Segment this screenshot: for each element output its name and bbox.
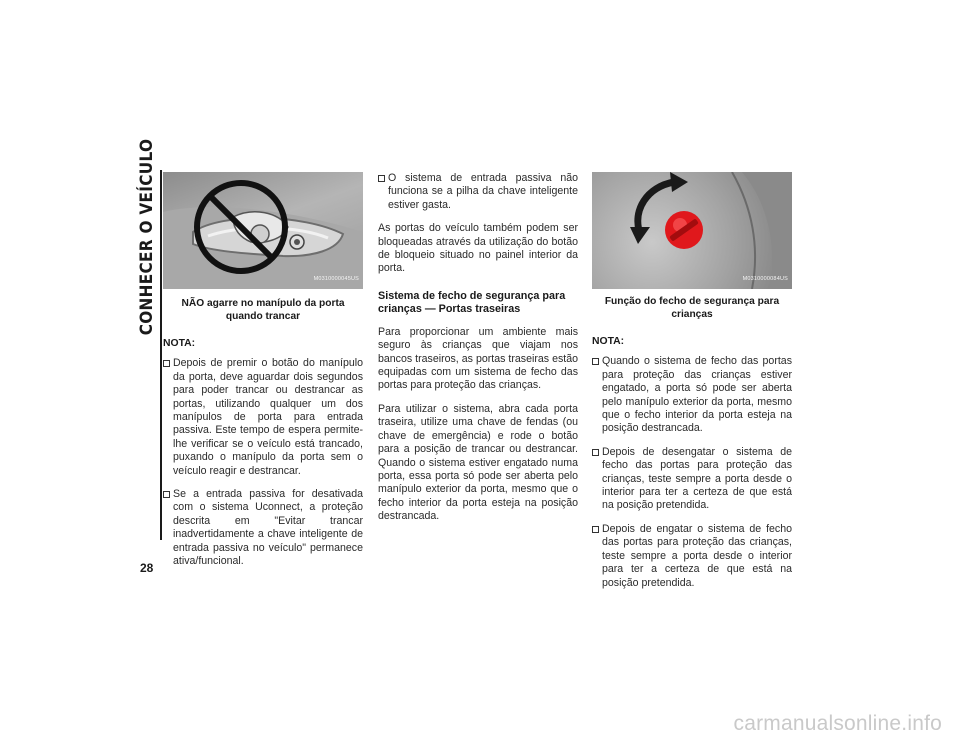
- figure-code: M0310000084US: [742, 275, 788, 282]
- child-lock-illustration: [592, 172, 792, 289]
- list-item: [163, 357, 363, 478]
- door-handle-figure: [163, 172, 363, 289]
- column-left: [163, 172, 363, 579]
- caption-text: NÃO agarre no manípulo da porta quando trancar: [181, 298, 345, 322]
- note-list: [378, 172, 578, 212]
- section-side-title: [136, 138, 158, 336]
- figure-caption: [163, 297, 363, 323]
- section-title-text: CONHECER O VEÍCULO: [137, 138, 157, 336]
- list-item-text: Depois de engatar o sistema de fecho das portas para proteção das crianças, teste sempre a porta desde o interior para ter a certeza de que está na posição pretendida.: [602, 522, 792, 589]
- list-item: [378, 172, 578, 212]
- note-label: NOTA:: [592, 336, 625, 347]
- checkbox-bullet-icon: [378, 175, 385, 182]
- list-item-text: O sistema de entrada passiva não funciona se a pilha da chave inteligente estiver gasta.: [388, 172, 578, 211]
- note-label: NOTA:: [163, 338, 196, 349]
- child-lock-figure: [592, 172, 792, 289]
- checkbox-bullet-icon: [163, 360, 170, 367]
- side-divider: [160, 170, 162, 540]
- figure-caption: Função do fecho de segurança para crianças: [604, 296, 780, 320]
- column-right: [592, 172, 792, 600]
- checkbox-bullet-icon: [592, 526, 599, 533]
- list-item-text: Quando o sistema de fecho das portas para proteção das crianças estiver engatado, a porta só pode ser aberta pelo manípulo exterior da porta, mesmo que o fecho interior da porta esteja na posição destrancada.: [602, 355, 792, 435]
- list-item: [592, 446, 792, 513]
- paragraph: As portas do veículo também podem ser bloqueadas através da utilização do botão de bloqueio situado no painel interior da porta.: [378, 222, 578, 275]
- checkbox-bullet-icon: [592, 449, 599, 456]
- site-watermark: carmanualsonline.info: [733, 712, 942, 735]
- page-number: 28: [140, 561, 154, 575]
- list-item-text: Depois de premir o botão do manípulo da porta, deve aguardar dois segundos para poder trancar ou destrancar as portas, utilizando qualquer um dos manípulos de porta para entrada passiva. Este tempo de espera permite-lhe verificar se o veículo está trancado, puxando o manípulo da porta sem o veículo reagir e destrancar.: [173, 357, 363, 477]
- list-item-text: Se a entrada passiva for desativada com o sistema Uconnect, a proteção descrita em "Evitar trancar inadvertidamente a chave inteligente de entrada passiva no veículo" permanece ativa/funcional.: [173, 488, 363, 568]
- checkbox-bullet-icon: [163, 491, 170, 498]
- door-handle-illustration: [163, 172, 363, 289]
- list-item: [592, 523, 792, 590]
- note-list: [163, 357, 363, 568]
- list-item: [592, 355, 792, 435]
- figure-code: M0310000045US: [313, 275, 359, 282]
- checkbox-bullet-icon: [592, 358, 599, 365]
- section-heading: Sistema de fecho de segurança para crianças — Portas traseiras: [378, 289, 566, 315]
- note-list: [592, 355, 792, 590]
- list-item-text: Depois de desengatar o sistema de fecho das portas para proteção das crianças, teste sempre a porta desde o interior para ter a certeza de que está na posição pretendida.: [602, 445, 792, 512]
- paragraph: Para proporcionar um ambiente mais seguro às crianças que viajam nos bancos traseiros, as portas traseiras estão equipadas com um sistema de fecho das portas para proteção das crianças.: [378, 325, 578, 392]
- list-item: [163, 488, 363, 568]
- column-middle: [378, 172, 578, 534]
- paragraph: Para utilizar o sistema, abra cada porta traseira, utilize uma chave de fendas (ou chave de emergência) e rode o botão para a posição de trancar ou destrancar. Quando o sistema estiver engatado numa porta, essa porta só pode ser aberta pelo manípulo exterior da porta, mesmo que o fecho interior da porta esteja na posição destrancada.: [378, 402, 578, 523]
